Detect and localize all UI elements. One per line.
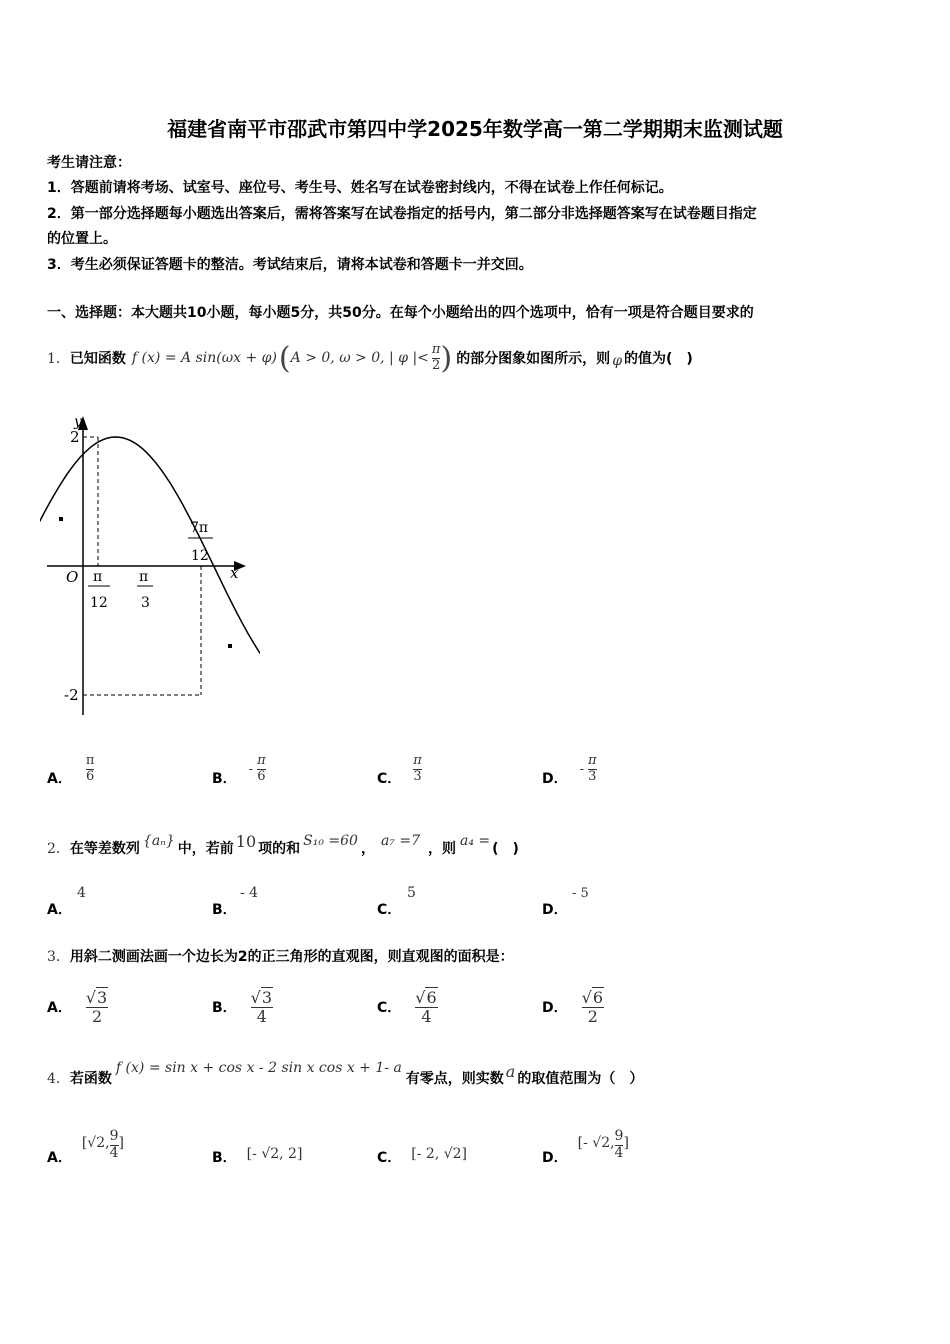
notice-item-1: 1．答题前请将考场、试室号、座位号、考生号、姓名写在试卷密封线内，不得在试卷上作任何标记。 xyxy=(47,180,673,196)
q1-tail: 的部分图象如图所示，则 xyxy=(456,351,611,367)
origin-label: O xyxy=(66,568,79,586)
q1-number: 1． xyxy=(47,351,70,367)
q4-option-c[interactable]: C． [- 2, √2] xyxy=(377,1146,468,1166)
q3-option-c[interactable]: C． $\frac{√6}{4}$ xyxy=(377,987,437,1026)
q1-condition: A > 0, ω > 0, | φ |< xyxy=(290,350,429,366)
q1-option-b[interactable]: B． - $\frac{\pi}{6}$ xyxy=(212,753,266,787)
q1-function: f (x) = A sin(ωx + φ) xyxy=(131,350,277,366)
q1-function-graph xyxy=(40,410,260,730)
curve-end-point xyxy=(228,644,232,648)
y-min-label: -2 xyxy=(64,686,79,704)
y-axis-label: y xyxy=(74,414,82,430)
q4-function: f (x) = sin x + cos x - 2 sin x cos x + 1- a xyxy=(115,1060,402,1076)
tick-7pi-12-den: 12 xyxy=(191,548,209,564)
q2-n: 10 xyxy=(235,831,257,851)
q2-sum: S₁₀ =60 xyxy=(303,833,358,849)
q1-tail2: 的值为( ) xyxy=(624,351,693,367)
y-max-label: 2 xyxy=(70,428,80,446)
tick-pi-12-den: 12 xyxy=(90,595,108,611)
q1-lead: 已知函数 xyxy=(69,351,126,367)
question-4: 4． 若函数 f (x) = sin x + cos x - 2 sin x cos x + 1- a 有零点，则实数 a 的取值范围为（ ） xyxy=(47,1060,644,1087)
q1-phi: φ xyxy=(612,353,622,369)
q4-option-a[interactable]: A． [√2, $\frac{9}{4}$ ] xyxy=(47,1128,124,1166)
question-2: 2． 在等差数列 {aₙ} 中，若前 10 项的和 S₁₀ =60 ， a₇ =7 ，则 a₄ = ( ) xyxy=(47,831,519,857)
q2-sequence: {aₙ} xyxy=(142,833,175,849)
q1-option-d[interactable]: D． - $\frac{\pi}{3}$ xyxy=(542,753,597,787)
q4-option-d[interactable]: D． [- √2, $\frac{9}{4}$ ] xyxy=(542,1128,629,1166)
q1-option-c[interactable]: C． $\frac{\pi}{3}$ xyxy=(377,753,422,787)
question-1: 1． 已知函数 f (x) = A sin(ωx + φ) ( A > 0, ω > 0, | φ |< $\frac{\pi}{2}$ ) 的部分图象如图所示，则 φ 的值为( ) xyxy=(47,340,693,376)
notice-item-2-cont: 的位置上。 xyxy=(47,231,117,247)
curve-start-point xyxy=(59,517,63,521)
tick-pi-3-num: π xyxy=(139,569,149,585)
q2-a7: a₇ =7 xyxy=(380,833,420,849)
x-axis-label: x xyxy=(230,564,239,582)
q4-a: a xyxy=(505,1061,516,1081)
notice-heading: 考生请注意： xyxy=(47,155,131,171)
q3-option-d[interactable]: D． $\frac{√6}{2}$ xyxy=(542,987,604,1026)
tick-pi-12-num: π xyxy=(93,569,103,585)
question-3: 3．用斜二测画法画一个边长为2的正三角形的直观图，则直观图的面积是： xyxy=(47,949,514,965)
q1-condition-fraction: $\frac{\pi}{2}$ xyxy=(431,342,441,373)
tick-pi-3-den: 3 xyxy=(141,595,150,611)
tick-7pi-12-num: 7π xyxy=(190,520,209,536)
q2-a4: a₄ = xyxy=(459,833,491,849)
notice-item-3: 3．考生必须保证答题卡的整洁。考试结束后，请将本试卷和答题卡一并交回。 xyxy=(47,257,533,273)
q3-option-a[interactable]: A． $\frac{√3}{2}$ xyxy=(47,987,108,1026)
notice-item-2: 2．第一部分选择题每小题选出答案后，需将答案写在试卷指定的括号内，第二部分非选择题答案写在试卷题目指定 xyxy=(47,206,757,222)
page-title: 福建省南平市邵武市第四中学2025年数学高一第二学期期末监测试题 xyxy=(167,117,783,141)
section-heading: 一、选择题：本大题共10小题，每小题5分，共50分。在每个小题给出的四个选项中，恰有一项是符合题目要求的 xyxy=(47,305,754,321)
q4-option-b[interactable]: B． [- √2, 2] xyxy=(212,1146,303,1166)
q3-option-b[interactable]: B． $\frac{√3}{4}$ xyxy=(212,987,273,1026)
q1-option-a[interactable]: A． $\frac{\pi}{6}$ xyxy=(47,753,95,787)
